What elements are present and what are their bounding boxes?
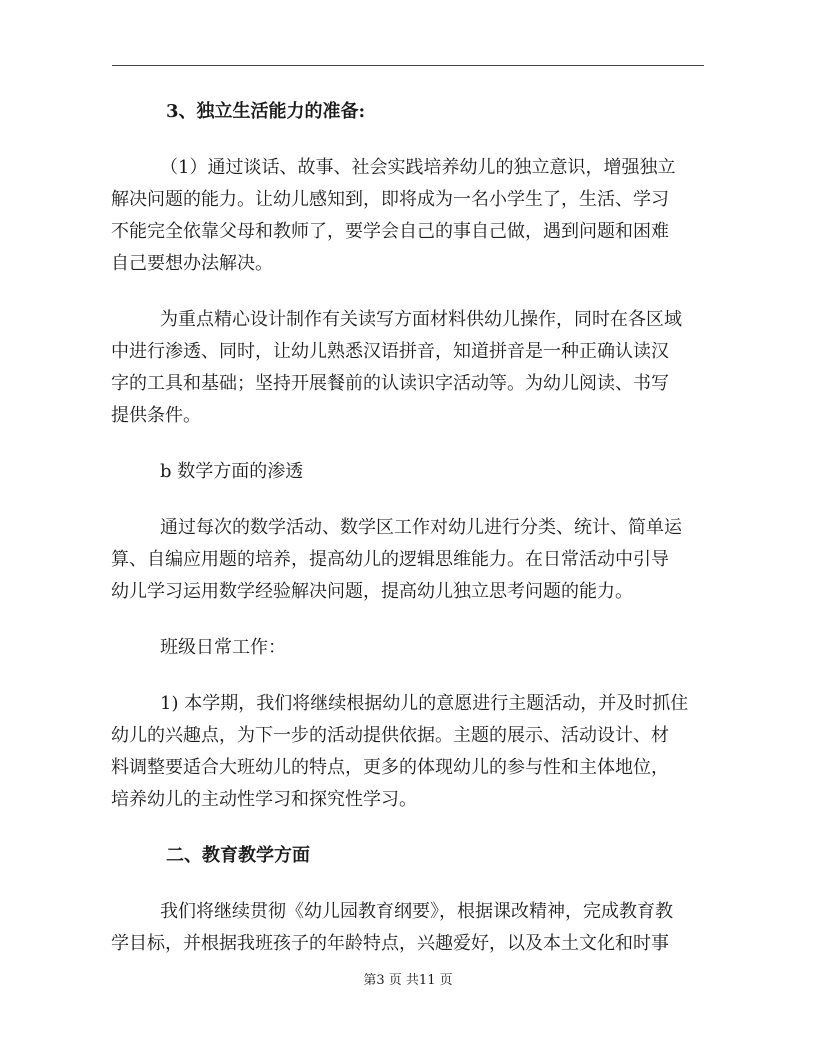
paragraph-gap bbox=[111, 816, 705, 840]
document-body bbox=[111, 96, 705, 960]
text-line: 二、教育教学方面 bbox=[166, 845, 310, 866]
text-line: 字的工具和基础；坚持开展餐前的认读识字活动等。为幼儿阅读、书写 bbox=[111, 373, 669, 394]
text-line: 幼儿学习运用数学经验解决问题，提高幼儿独立思考问题的能力。 bbox=[111, 581, 633, 602]
paragraph-gap bbox=[111, 280, 705, 304]
section-heading bbox=[111, 840, 705, 872]
paragraph-gap bbox=[111, 872, 705, 896]
text-line: 3、独立生活能力的准备: bbox=[166, 101, 366, 122]
paragraph-gap bbox=[111, 488, 705, 512]
text-line: 不能完全依靠父母和教师了，要学会自己的事自己做，遇到问题和困难 bbox=[111, 221, 669, 242]
text-line: 中进行渗透、同时，让幼儿熟悉汉语拼音，知道拼音是一种正确认读汉 bbox=[111, 341, 669, 362]
paragraph-gap bbox=[111, 432, 705, 456]
text-line: 解决问题的能力。让幼儿感知到，即将成为一名小学生了，生活、学习 bbox=[111, 189, 669, 210]
paragraph-gap bbox=[111, 128, 705, 152]
text-line: 提供条件。 bbox=[111, 405, 201, 426]
text-line: 班级日常工作： bbox=[160, 637, 286, 658]
paragraph bbox=[111, 512, 705, 608]
page-footer: 第3 页 共11 页 bbox=[363, 973, 453, 988]
paragraph bbox=[111, 304, 705, 432]
text-line: 通过每次的数学活动、数学区工作对幼儿进行分类、统计、简单运 bbox=[160, 517, 682, 538]
text-line: 为重点精心设计制作有关读写方面材料供幼儿操作，同时在各区域 bbox=[160, 309, 682, 330]
text-line: 自己要想办法解决。 bbox=[111, 253, 273, 274]
text-line: 算、自编应用题的培养，提高幼儿的逻辑思维能力。在日常活动中引导 bbox=[111, 549, 669, 570]
paragraph bbox=[111, 688, 705, 816]
paragraph-gap bbox=[111, 664, 705, 688]
header-rule bbox=[112, 65, 704, 66]
text-line: 培养幼儿的主动性学习和探究性学习。 bbox=[111, 789, 417, 810]
text-line: 我们将继续贯彻《幼儿园教育纲要》，根据课改精神，完成教育教 bbox=[160, 901, 673, 922]
text-line: 幼儿的兴趣点，为下一步的活动提供依据。主题的展示、活动设计、材 bbox=[111, 725, 669, 746]
text-line: b 数学方面的渗透 bbox=[160, 461, 304, 482]
paragraph bbox=[111, 632, 705, 664]
paragraph bbox=[111, 152, 705, 280]
text-line: 学目标，并根据我班孩子的年龄特点，兴趣爱好，以及本土文化和时事 bbox=[111, 933, 669, 954]
paragraph bbox=[111, 896, 705, 960]
paragraph bbox=[111, 456, 705, 488]
text-line: 1) 本学期，我们将继续根据幼儿的意愿进行主题活动，并及时抓住 bbox=[160, 693, 689, 714]
section-heading bbox=[111, 96, 705, 128]
paragraph-gap bbox=[111, 608, 705, 632]
text-line: 料调整要适合大班幼儿的特点，更多的体现幼儿的参与性和主体地位， bbox=[111, 757, 669, 778]
text-line: （1）通过谈话、故事、社会实践培养幼儿的独立意识，增强独立 bbox=[160, 157, 676, 178]
